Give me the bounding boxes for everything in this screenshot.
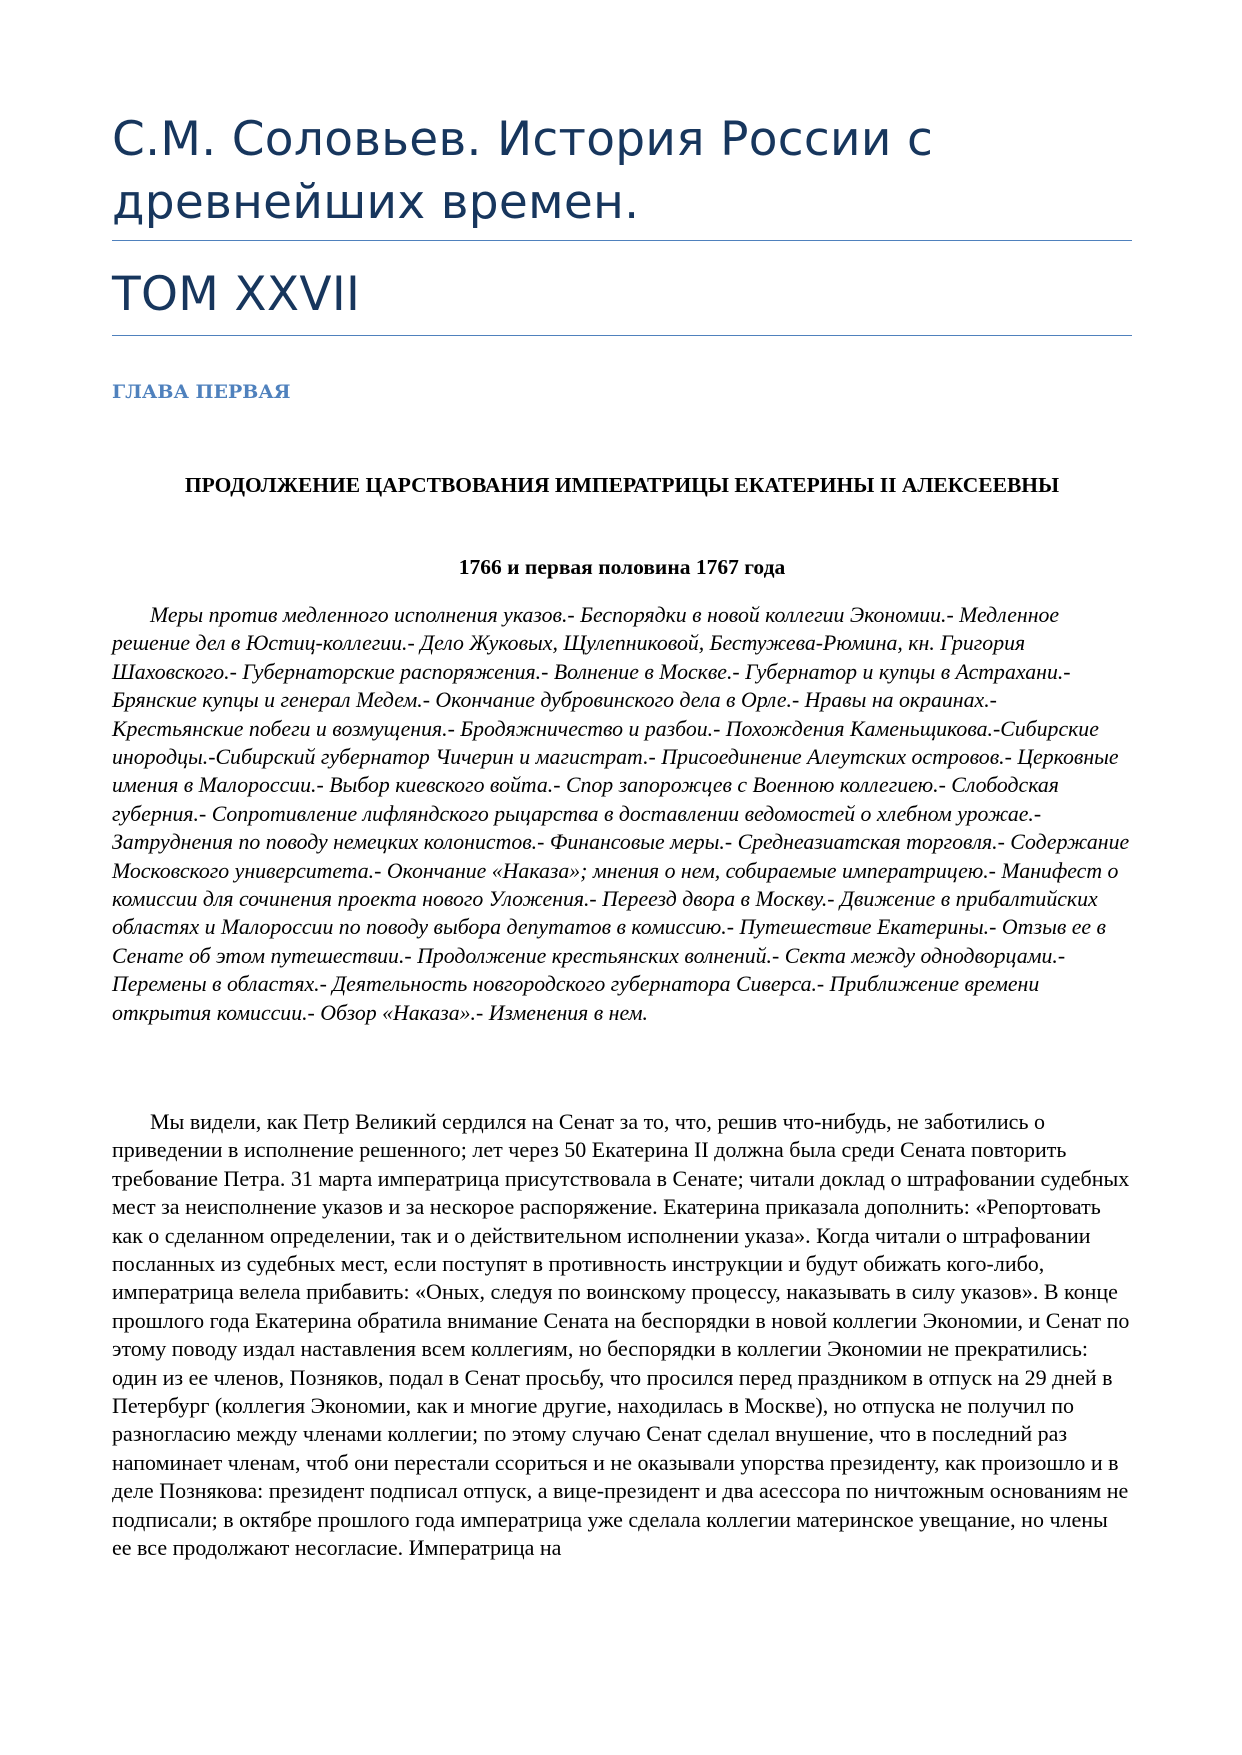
section-heading: ПРОДОЛЖЕНИЕ ЦАРСТВОВАНИЯ ИМПЕРАТРИЦЫ ЕКАТЕРИНЫ II АЛЕКСЕЕВНЫ — [184, 473, 1060, 497]
section-years: 1766 и первая половина 1767 года — [458, 555, 786, 579]
chapter-summary: Меры против медленного исполнения указов.- Беспорядки в новой коллегии Экономии.- Медленное решение дел в Юстиц-коллегии.- Дело Жуковых, Щулепниковой, Бестужева-Рюмина, кн. Григория Шаховского.- Губернаторские распоряжения.- Волнение в Москве.- Губернатор и купцы в Астрахани.- Брянские купцы и генерал Медем.- Окончание дубровинского дела в Орле.- Нравы на окраинах.- Крестьянские побеги и возмущения.- Бродяжничество и разбои.- Похождения Каменьщикова.-Сибирские инородцы.-Сибирский губернатор Чичерин и магистрат.- Присоединение Алеутских островов.- Церковные имения в Малороссии.- Выбор киевского войта.- Спор запорожцев с Военною коллегиею.- Слободская губерния.- Сопротивление лифляндского рыцарства в доставлении ведомостей о хлебном урожае.- Затруднения по поводу немецких колонистов.- Финансовые меры.- Среднеазиатская торговля.- Содержание Московского университета.- Окончание «Наказа»; мнения о нем, собираемые императрицею.- Манифест о комиссии для сочинения проекта нового Уложения.- Переезд двора в Москву.- Движение в прибалтийских областях и Малороссии по поводу выбора депутатов в комиссию.- Путешествие Екатерины.- Отзыв ее в Сенате об этом путешествии.- Продолжение крестьянских волнений.- Секта между однодворцами.- Перемены в областях.- Деятельность новгородского губернатора Сиверса.- Приближение времени открытия комиссии.- Обзор «Наказа».- Изменения в нем. — [112, 603, 1130, 1025]
body-paragraph: Мы видели, как Петр Великий сердился на Сенат за то, что, решив что-нибудь, не заботились о приведении в исполнение решенного; лет через 50 Екатерина II должна была среди Сената повторить требование Петра. 31 марта императрица присутствовала в Сенате; читали доклад о штрафовании судебных мест за неисполнение указов и за нескорое распоряжение. Екатерина приказала дополнить: «Репортовать как о сделанном определении, так и о действительном исполнении указа». Когда читали о штрафовании посланных из судебных мест, если поступят в противность инструкции и будут обижать кого-либо, императрица велела прибавить: «Оных, следуя по воинскому процессу, наказывать в силу указов». В конце прошлого года Екатерина обратила внимание Сената на беспорядки в новой коллегии Экономии, и Сенат по этому поводу издал наставления всем коллегиям, но беспорядки в коллегии Экономии не прекратились: один из ее членов, Позняков, подал в Сенат просьбу, что просился перед праздником в отпуск на 29 дней в Петербург (коллегия Экономии, как и многие другие, находилась в Москве), но отпуска не получил по разногласию между членами коллегии; по этому случаю Сенат сделал внушение, что в последний раз напоминает членам, чтоб они перестали ссориться и не оказывали упорства президенту, как произошло и в деле Познякова: президент подписал отпуск, а вице-президент и два асессора по ничтожным основаниям не подписали; в октябре прошлого года императрица уже сделала коллегии материнское увещание, но члены ее все продолжают несогласие. Императрица на — [112, 1109, 1130, 1561]
book-title: С.М. Соловьев. История России с древнейших времен. — [112, 112, 934, 230]
volume-divider — [112, 335, 1132, 336]
chapter-heading: ГЛАВА ПЕРВАЯ — [112, 381, 291, 403]
title-divider — [112, 240, 1132, 241]
volume-title: ТОМ XXVII — [112, 267, 361, 322]
